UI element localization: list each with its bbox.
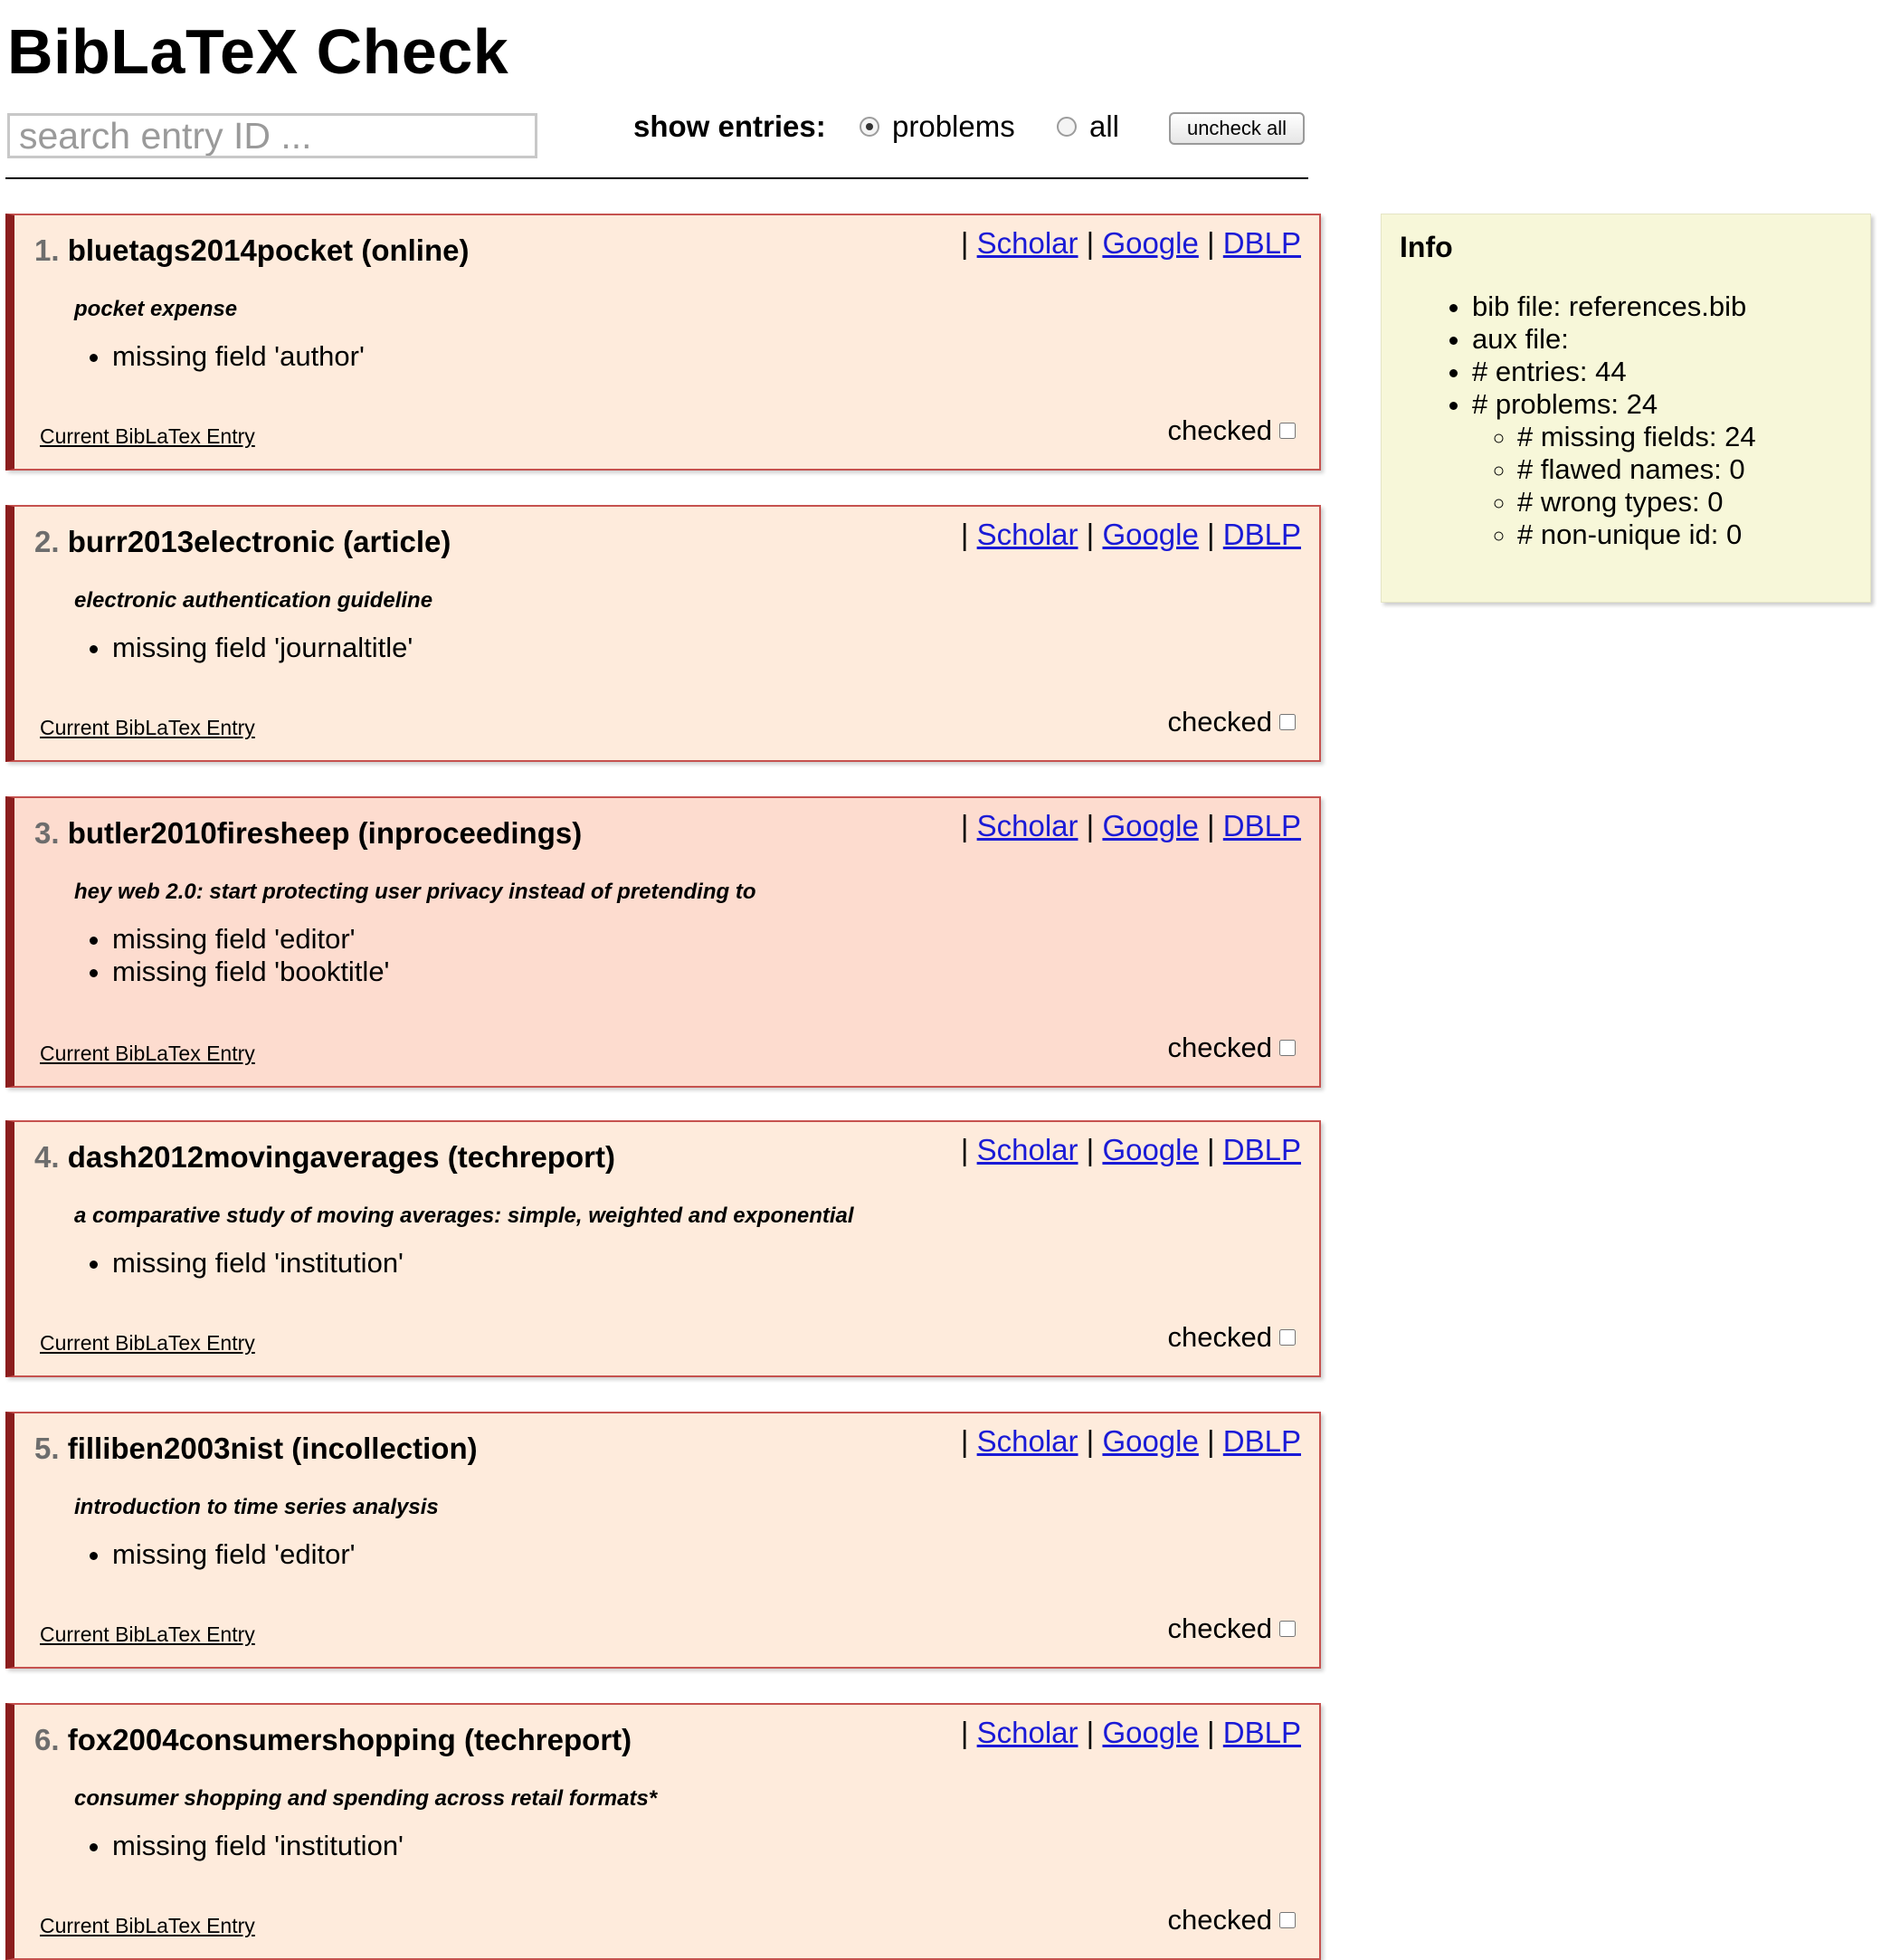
scholar-link[interactable]: Scholar [976, 1133, 1078, 1166]
checked-checkbox[interactable] [1279, 1621, 1296, 1637]
checked-toggle[interactable] [1168, 1032, 1296, 1064]
entry-card [5, 1412, 1321, 1669]
radio-all[interactable] [1057, 109, 1119, 145]
checked-toggle[interactable] [1168, 1904, 1296, 1936]
dblp-link[interactable]: DBLP [1222, 1424, 1301, 1458]
checked-toggle[interactable] [1168, 414, 1296, 447]
entry-title: hey web 2.0: start protecting user privacy instead of pretending to [74, 880, 756, 904]
entry-number: 3. [34, 816, 60, 850]
radio-selected-icon[interactable] [860, 117, 879, 137]
entry-title: electronic authentication guideline [74, 588, 433, 613]
entry-title: pocket expense [74, 297, 238, 321]
scholar-link[interactable]: Scholar [976, 518, 1078, 551]
checked-toggle[interactable] [1168, 706, 1296, 738]
problem-item: • missing field 'editor' [112, 1538, 356, 1571]
problem-item: • missing field 'booktitle' [112, 956, 389, 988]
current-entry-link[interactable]: Current BibLaTex Entry [40, 1914, 255, 1937]
checked-checkbox[interactable] [1279, 1329, 1296, 1346]
radio-all-label: all [1089, 109, 1120, 143]
entry-id: fox2004consumershopping (techreport) [67, 1723, 632, 1756]
problem-list [14, 340, 365, 373]
problem-list [14, 632, 413, 664]
entry-title: introduction to time series analysis [74, 1495, 439, 1519]
entry-card [5, 796, 1321, 1088]
scholar-link[interactable]: Scholar [976, 1716, 1078, 1749]
entry-id: burr2013electronic (article) [67, 525, 451, 558]
problem-item: • missing field 'institution' [112, 1247, 404, 1280]
entry-card [5, 1120, 1321, 1377]
entry-number: 6. [34, 1723, 60, 1756]
current-entry-link[interactable]: Current BibLaTex Entry [40, 1331, 255, 1355]
checked-toggle[interactable] [1168, 1321, 1296, 1354]
checked-checkbox[interactable] [1279, 1912, 1296, 1928]
problem-item: • missing field 'editor' [112, 923, 389, 956]
current-entry-link[interactable]: Current BibLaTex Entry [40, 1622, 255, 1646]
search-links: | Scholar | Google | DBLP [960, 1133, 1301, 1166]
info-problems-breakdown [1472, 421, 1756, 551]
info-aux-file: • aux file: [1472, 323, 1756, 356]
info-panel [1381, 214, 1871, 603]
search-input[interactable] [7, 113, 537, 158]
search-links: | Scholar | Google | DBLP [960, 1424, 1301, 1458]
entry-id: dash2012movingaverages (techreport) [67, 1140, 615, 1174]
search-links: | Scholar | Google | DBLP [960, 1716, 1301, 1749]
entry-number: 1. [34, 233, 60, 267]
entry-header [34, 816, 582, 851]
search-links: | Scholar | Google | DBLP [960, 809, 1301, 842]
entry-card [5, 214, 1321, 471]
checked-label: checked [1167, 414, 1272, 446]
checked-label: checked [1167, 706, 1272, 737]
entry-number: 2. [34, 525, 60, 558]
checked-label: checked [1167, 1904, 1272, 1936]
google-link[interactable]: Google [1102, 1716, 1199, 1749]
problem-item: • missing field 'author' [112, 340, 365, 373]
entry-card [5, 1703, 1321, 1960]
entry-title: consumer shopping and spending across retail formats* [74, 1786, 658, 1811]
entry-title: a comparative study of moving averages: simple, weighted and exponential [74, 1204, 854, 1228]
show-entries-label: show entries: [633, 109, 826, 143]
problem-list [14, 1830, 404, 1862]
info-non-unique-id: ◦ # non-unique id: 0 [1517, 519, 1756, 551]
checked-checkbox[interactable] [1279, 1040, 1296, 1056]
info-list [1382, 290, 1756, 551]
dblp-link[interactable]: DBLP [1222, 226, 1301, 260]
current-entry-link[interactable]: Current BibLaTex Entry [40, 716, 255, 739]
google-link[interactable]: Google [1102, 1424, 1199, 1458]
checked-label: checked [1167, 1613, 1272, 1644]
entry-id: butler2010firesheep (inproceedings) [67, 816, 583, 850]
google-link[interactable]: Google [1102, 1133, 1199, 1166]
radio-problems[interactable] [860, 109, 1015, 145]
google-link[interactable]: Google [1102, 809, 1199, 842]
problem-list [14, 1247, 404, 1280]
info-entries-count: • # entries: 44 [1472, 356, 1756, 388]
info-missing-fields: ◦ # missing fields: 24 [1517, 421, 1756, 453]
scholar-link[interactable]: Scholar [976, 226, 1078, 260]
entry-id: filliben2003nist (incollection) [67, 1432, 478, 1465]
info-problems-item [1472, 388, 1756, 551]
checked-checkbox[interactable] [1279, 714, 1296, 730]
problem-item: • missing field 'institution' [112, 1830, 404, 1862]
uncheck-all-button[interactable]: uncheck all [1169, 112, 1305, 145]
checked-label: checked [1167, 1032, 1272, 1063]
current-entry-link[interactable]: Current BibLaTex Entry [40, 1042, 255, 1065]
search-links: | Scholar | Google | DBLP [960, 226, 1301, 260]
checked-label: checked [1167, 1321, 1272, 1353]
problem-item: • missing field 'journaltitle' [112, 632, 413, 664]
info-flawed-names: ◦ # flawed names: 0 [1517, 453, 1756, 486]
entry-id: bluetags2014pocket (online) [67, 233, 470, 267]
dblp-link[interactable]: DBLP [1222, 518, 1301, 551]
entry-number: 5. [34, 1432, 60, 1465]
radio-unselected-icon[interactable] [1057, 117, 1077, 137]
entry-header [34, 1723, 632, 1757]
entry-header [34, 525, 451, 559]
google-link[interactable]: Google [1102, 518, 1199, 551]
page-title: BibLaTeX Check [7, 16, 509, 87]
info-wrong-types: ◦ # wrong types: 0 [1517, 486, 1756, 519]
radio-problems-label: problems [892, 109, 1015, 143]
entry-number: 4. [34, 1140, 60, 1174]
checked-checkbox[interactable] [1279, 423, 1296, 439]
google-link[interactable]: Google [1102, 226, 1199, 260]
checked-toggle[interactable] [1168, 1613, 1296, 1645]
problem-list [14, 1538, 356, 1571]
dblp-link[interactable]: DBLP [1222, 1133, 1301, 1166]
entry-header [34, 1140, 615, 1175]
current-entry-link[interactable]: Current BibLaTex Entry [40, 424, 255, 448]
entry-header [34, 1432, 478, 1466]
info-problems-count: # problems: 24 [1472, 388, 1658, 420]
entry-header [34, 233, 469, 268]
scholar-link[interactable]: Scholar [976, 809, 1078, 842]
dblp-link[interactable]: DBLP [1222, 1716, 1301, 1749]
problem-list [14, 923, 389, 988]
scholar-link[interactable]: Scholar [976, 1424, 1078, 1458]
dblp-link[interactable]: DBLP [1222, 809, 1301, 842]
entry-card [5, 505, 1321, 762]
info-heading: Info [1400, 231, 1453, 263]
header-divider [5, 177, 1308, 179]
info-bib-file: • bib file: references.bib [1472, 290, 1756, 323]
search-links: | Scholar | Google | DBLP [960, 518, 1301, 551]
